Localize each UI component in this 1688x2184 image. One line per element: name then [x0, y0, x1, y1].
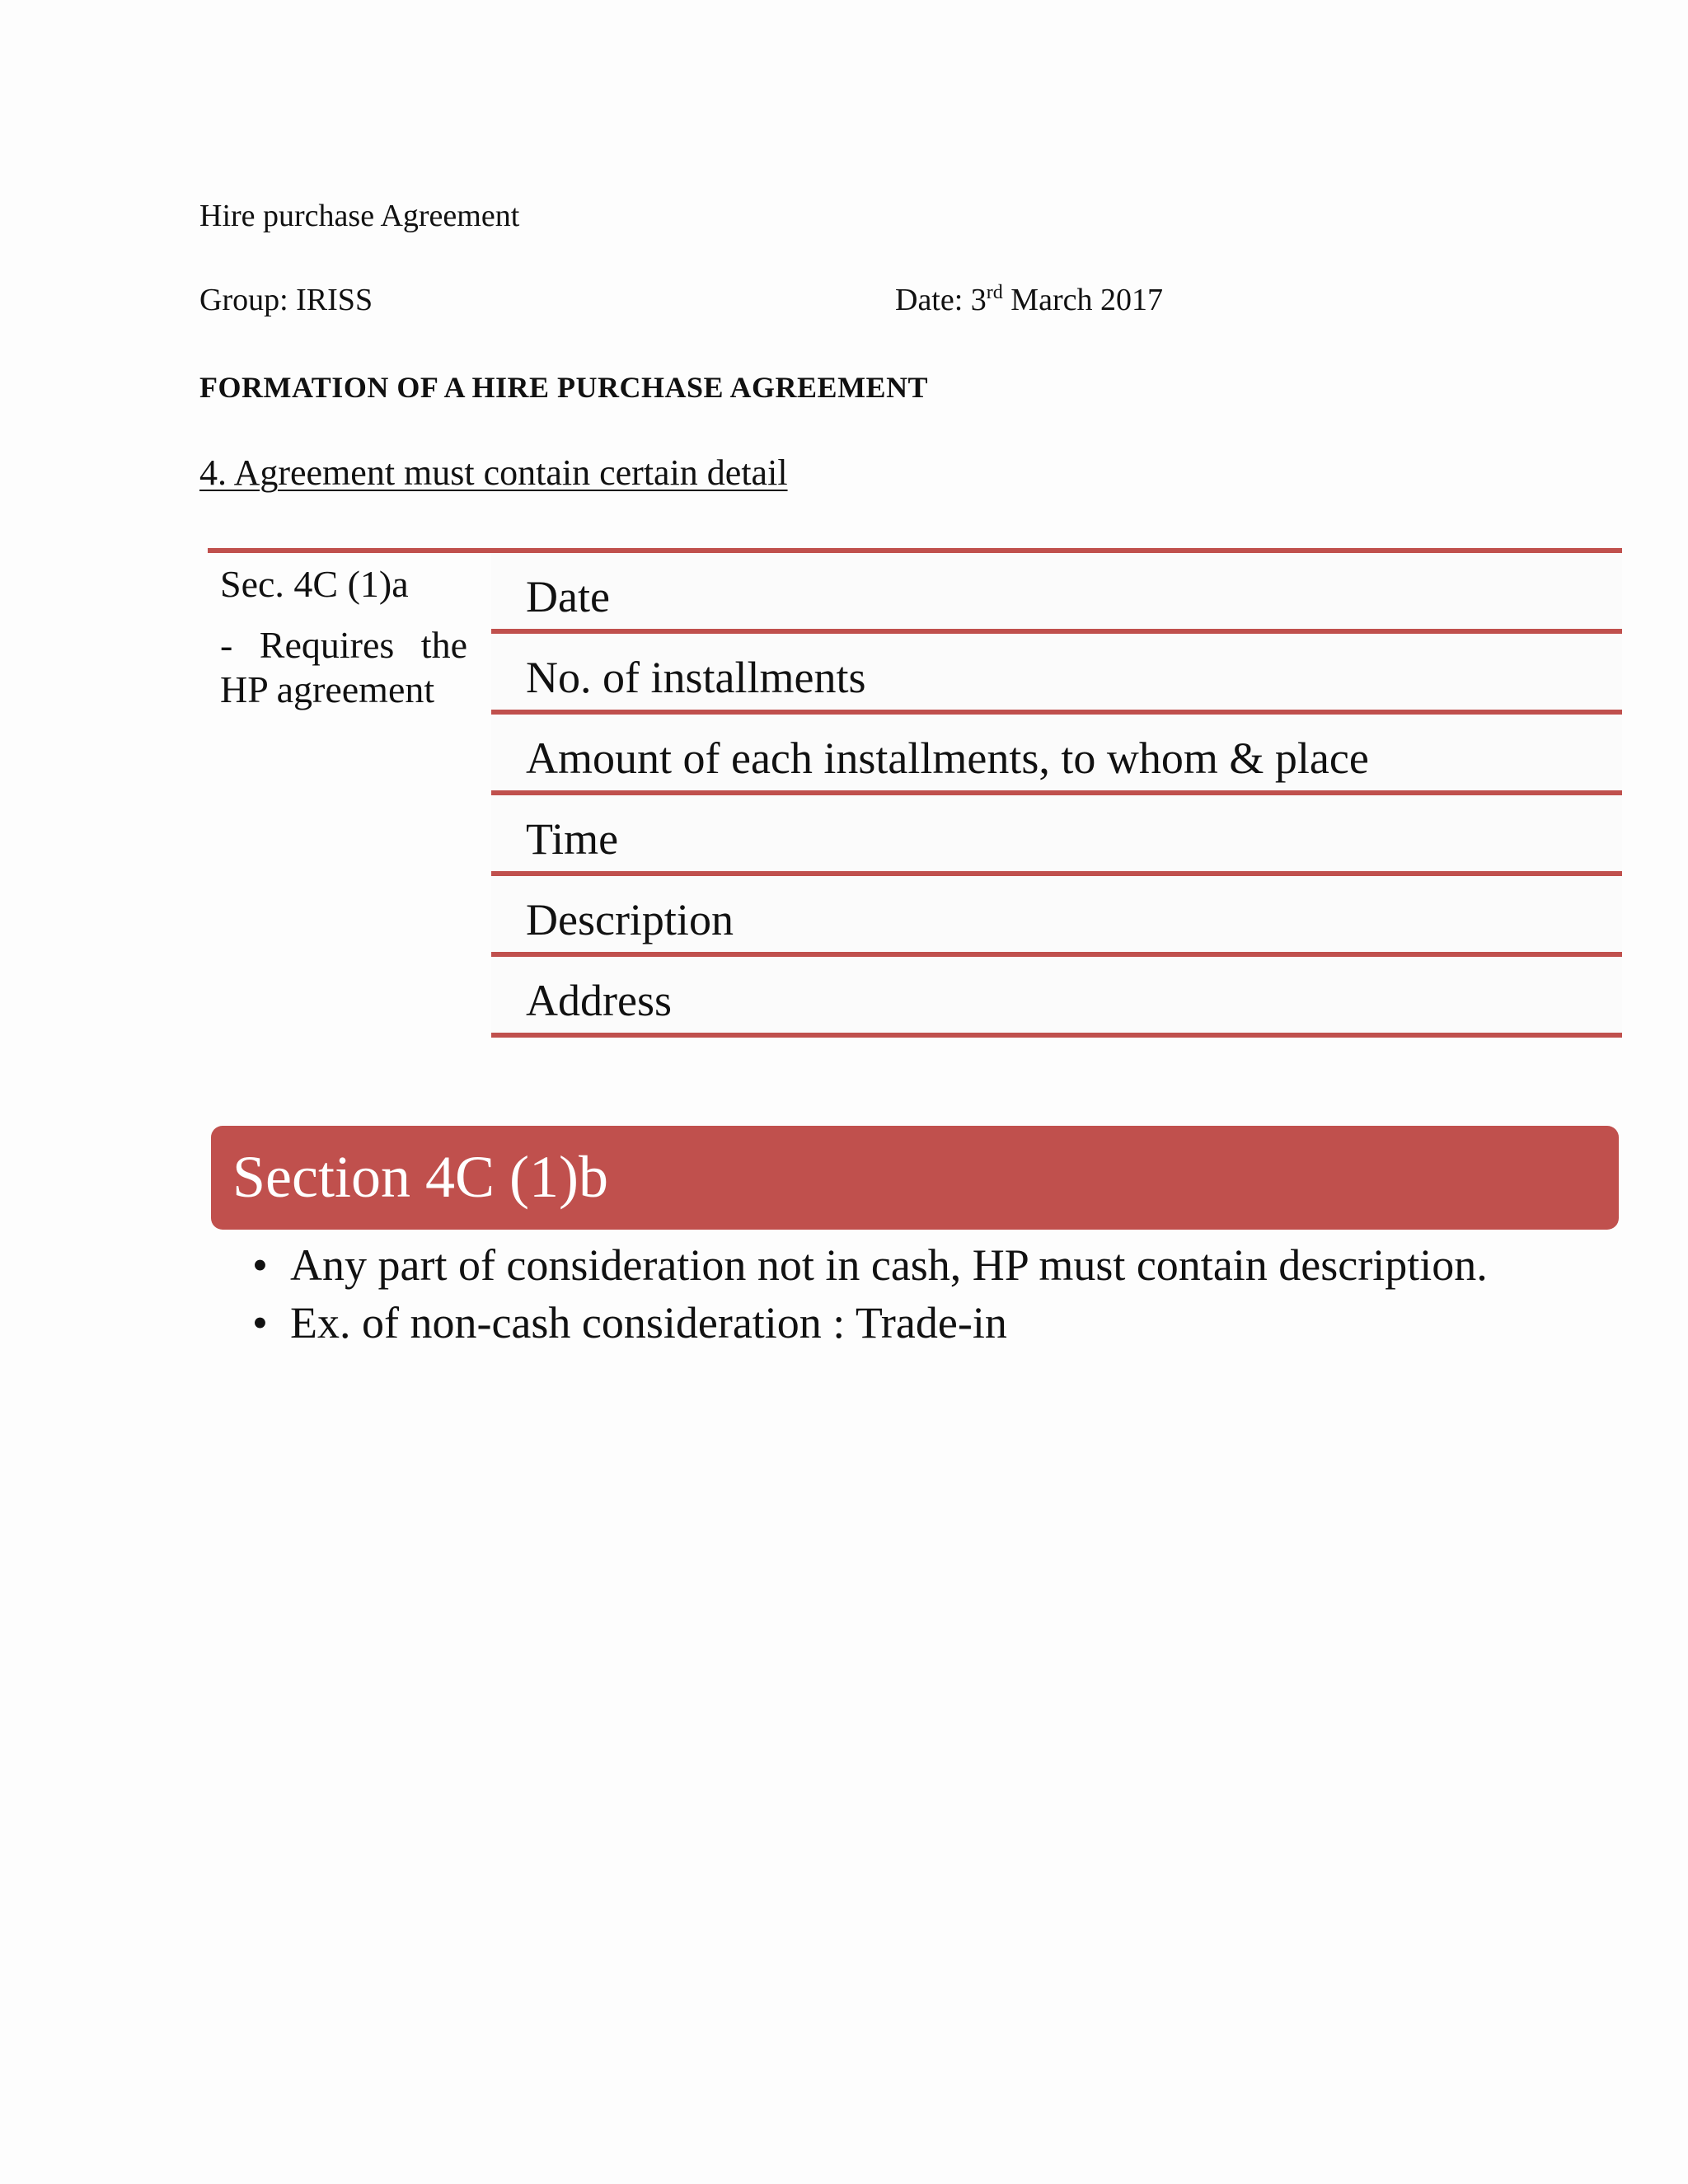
table-row-text: No. of installments	[526, 653, 866, 702]
table-row-text: Description	[526, 895, 734, 944]
table-row-text: Amount of each installments, to whom & place	[526, 733, 1369, 783]
bullet-icon: •	[252, 1298, 268, 1347]
table-row	[491, 795, 1622, 876]
date-suffix: March 2017	[1002, 283, 1163, 317]
table-row-text: Time	[526, 814, 619, 864]
table-row	[491, 957, 1622, 1038]
bullet-icon: •	[252, 1240, 268, 1290]
section-banner-title: Section 4C (1)b	[232, 1144, 608, 1210]
table-row	[491, 553, 1622, 634]
group-label: Group: IRISS	[199, 283, 373, 317]
table-row	[491, 876, 1622, 957]
list-item	[247, 1236, 1488, 1294]
main-heading: FORMATION OF A HIRE PURCHASE AGREEMENT	[199, 371, 929, 404]
section-banner	[211, 1126, 1619, 1230]
table-row-text: Address	[526, 976, 672, 1025]
table-row	[491, 634, 1622, 715]
date-prefix: Date: 3	[895, 283, 987, 317]
section-label: Sec. 4C (1)a	[220, 563, 409, 605]
table-left-cell	[220, 562, 467, 712]
list-item-text: Any part of consideration not in cash, HP must contain description.	[290, 1240, 1488, 1290]
list-item-text: Ex. of non-cash consideration : Trade-in	[290, 1298, 1007, 1347]
document-title: Hire purchase Agreement	[199, 199, 520, 233]
bullet-list	[247, 1236, 1488, 1352]
table-row-text: Date	[526, 572, 610, 621]
date-label	[895, 282, 1163, 318]
list-item	[247, 1294, 1488, 1352]
table-row	[491, 715, 1622, 795]
date-ordinal-suffix: rd	[986, 282, 1003, 303]
subheading: 4. Agreement must contain certain detail	[199, 452, 788, 493]
requirement-text: - Requires the HP agreement	[220, 624, 467, 710]
